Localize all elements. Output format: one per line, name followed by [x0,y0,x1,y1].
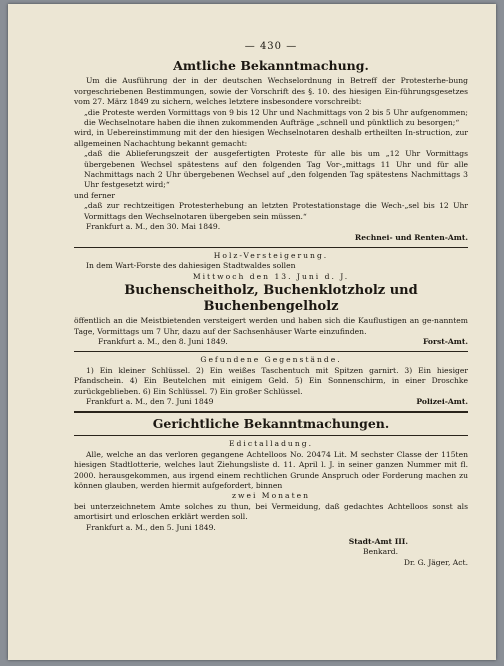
section-found-items [74,355,468,407]
quote: „die Proteste werden Vormittags von 9 bis 12 Uhr und Nachmittags von 2 bis 5 Uhr aufgenommen; die Wechselnotare haben die ihnen zukommenden Aufträge „schnell und pünktlich zu besorgen;“ [84,107,468,128]
quote: „daß die Ablieferungszeit der ausgefertigten Proteste für alle bis um „12 Uhr Vormittags übergebenen Wechsel spätestens auf den folgenden Tag Vor-„mittags 11 Uhr und für alle Nachmittags nach 2 Uhr übergebenen Wechsel auf „den folgenden Tag spätestens Nachmittags 3 Uhr festgesetzt wird;“ [84,149,468,190]
section-wood-auction [74,251,468,347]
signature-row [74,337,468,347]
signature: Forst-Amt. [422,336,468,346]
paragraph: bei unterzeichnetem Amte solches zu thun, bei Vermeidung, daß gedachtes Achtelloos sonst als amortisirt und erloschen erklärt werden soll. [74,501,468,522]
section-title: Amtliche Bekanntmachung. [173,58,369,74]
paragraph: Alle, welche an das verloren gegangene Achtelloos No. 20474 Lit. M sechster Classe der 115ten hiesigen Stadtlotterie, welches laut Ziehungsliste d. 11. April l. J. in seiner ganzen Nummer mit fl. 2000. herausgekommen, aus irgend einem rechtlichen Grunde Anspruch oder Forderung machen zu können glauben, werden hiermit aufgefordert, binnen [74,449,468,490]
signature-row [74,397,468,407]
paragraph: 1) Ein kleiner Schlüssel. 2) Ein weißes Taschentuch mit Spitzen garnirt. 3) Ein hiesiger Pfandschein. 4) Ein Beutelchen mit einigem Geld. 5) Ein Sonnenschirm, in einer Droschke zurückgeblieben. 6) Ein Schlüssel. 7) Ein großer Schlüssel. [74,365,468,396]
paragraph: Um die Ausführung der in der deutschen Wechselordnung in Betreff der Protesterhe-bung vorgeschriebenen Bestimmungen, sowie der Vorschrift des §. 10. des hiesigen Ein-führungsgesetzes vom 27. März 1849 zu sichern, welches letztere insbesondere vorschreibt: [74,76,468,107]
section-title: Gerichtliche Bekanntmachungen. [152,416,390,432]
divider [74,411,468,413]
headline: Buchenscheitholz, Buchenklotzholz und Buchenbengelholz [124,283,418,315]
section-official-notice [74,58,468,243]
section-court-notices [74,416,468,568]
subtitle: Edictalladung. [229,439,313,449]
paragraph: öffentlich an die Meistbietenden versteigert werden und haben sich die Kauflustigen an ge-nanntem Tage, Vormittags um 7 Uhr, dazu auf der Sachsenhäuser Warte einzufinden. [74,316,468,336]
section-title: Holz-Versteigerung. [213,250,329,260]
signature-name: Benkard. [363,547,398,557]
date-line: Frankfurt a. M., den 7. Juni 1849 [86,396,214,406]
divider [74,247,468,248]
date-line: Frankfurt a. M., den 8. Juni 1849. [98,336,228,346]
signature-office: Stadt-Amt III. [348,537,408,547]
document-content [74,42,468,568]
period: zwei Monaten [231,491,311,501]
quote: „daß zur rechtzeitigen Protesterhebung an letzten Protestationstage die Wech-„sel bis 12 Uhr Vormittags den Wechselnotaren übergeben sein müssen.“ [84,201,468,221]
document-page [8,4,496,660]
signature: Polizei-Amt. [416,396,468,406]
date-line: Frankfurt a. M., den 5. Juni 1849. [86,522,216,532]
paragraph: und ferner [74,190,116,200]
divider [74,351,468,352]
date-line: Frankfurt a. M., den 30. Mai 1849. [86,222,221,232]
divider [74,435,468,436]
section-title: Gefundene Gegenstände. [200,355,342,365]
auction-date: Mittwoch den 13. Juni d. J. [192,271,350,281]
signature: Rechnei- und Renten-Amt. [354,232,468,242]
page-number: — 430 — [244,41,298,52]
paragraph: In dem Wart-Forste des dahiesigen Stadtwaldes sollen [86,261,296,271]
paragraph: wird, in Uebereinstimmung mit der den hiesigen Wechselnotaren deshalb ertheilten In-struction, zur allgemeinen Nachachtung bekannt gemacht: [74,128,468,148]
signature-actuary: Dr. G. Jäger, Act. [403,557,468,567]
